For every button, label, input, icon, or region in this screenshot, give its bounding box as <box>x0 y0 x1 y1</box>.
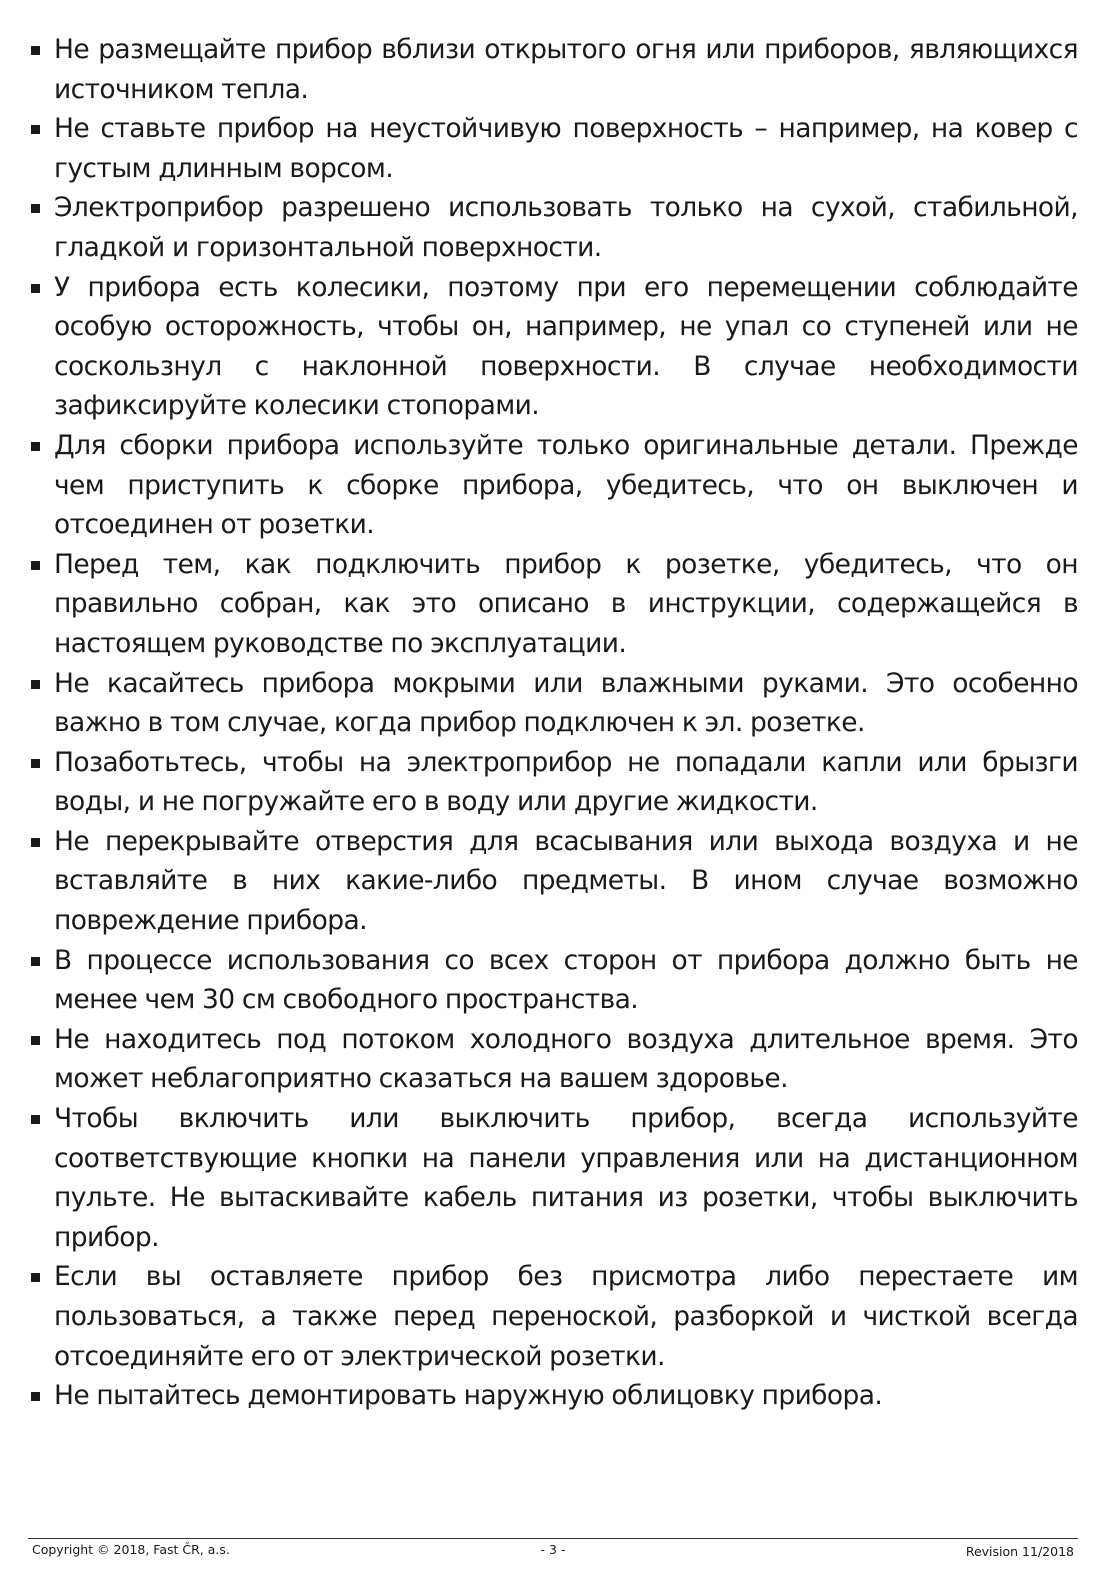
list-item <box>28 30 1078 109</box>
list-item-text: Если вы оставляете прибор без присмотра либо перестаете им пользоваться, а также перед переноской, разборкой и чисткой всегда отсоединяйте его от электрической розетки. <box>54 1261 1078 1372</box>
list-item <box>28 1376 1078 1416</box>
bullet-icon <box>31 1115 40 1124</box>
list-item <box>28 545 1078 664</box>
page-footer <box>28 1538 1078 1559</box>
list-item <box>28 1257 1078 1376</box>
bullet-icon <box>31 680 40 689</box>
bullet-icon <box>31 204 40 213</box>
list-item <box>28 188 1078 267</box>
bullet-icon <box>31 759 40 768</box>
document-body <box>28 30 1078 1416</box>
bullet-icon <box>31 957 40 966</box>
list-item <box>28 941 1078 1020</box>
bullet-icon <box>31 1392 40 1401</box>
list-item-text: Перед тем, как подключить прибор к розетке, убедитесь, что он правильно собран, как это описано в инструкции, содержащейся в настоящем руководстве по эксплуатации. <box>54 548 1078 659</box>
bullet-icon <box>31 838 40 847</box>
list-item <box>28 664 1078 743</box>
list-item <box>28 1020 1078 1099</box>
list-item-text: Для сборки прибора используйте только оригинальные детали. Прежде чем приступить к сборке прибора, убедитесь, что он выключен и отсоединен от розетки. <box>54 429 1078 541</box>
list-item-text: Позаботьтесь, чтобы на электроприбор не попадали капли или брызги воды, и не погружайте его в воду или другие жидкости. <box>54 746 1078 818</box>
page-number: - 3 - <box>540 1542 566 1557</box>
bullet-icon <box>31 46 40 55</box>
copyright-text: Copyright © 2018, Fast ČR, a.s. <box>32 1542 230 1557</box>
list-item <box>28 109 1078 188</box>
bullet-icon <box>31 284 40 293</box>
list-item <box>28 426 1078 545</box>
list-item-text: Не находитесь под потоком холодного воздуха длительное время. Это может неблагоприятно сказаться на вашем здоровье. <box>54 1023 1078 1095</box>
bullet-icon <box>31 125 40 134</box>
list-item-text: В процессе использования со всех сторон от прибора должно быть не менее чем 30 см свободного пространства. <box>54 944 1078 1016</box>
list-item <box>28 1099 1078 1257</box>
bullet-icon <box>31 1036 40 1045</box>
list-item-text: Чтобы включить или выключить прибор, всегда используйте соответствующие кнопки на панели управления или на дистанционном пульте. Не вытаскивайте кабель питания из розетки, чтобы выключить прибор. <box>54 1103 1078 1253</box>
list-item-text: Не размещайте прибор вблизи открытого огня или приборов, являющихся источником тепла. <box>54 34 1078 105</box>
revision-text: Revision 11/2018 <box>965 1544 1074 1559</box>
safety-instructions-list <box>28 30 1078 1416</box>
list-item <box>28 268 1078 426</box>
list-item-text: Не пытайтесь демонтировать наружную облицовку прибора. <box>54 1380 883 1412</box>
bullet-icon <box>31 442 40 451</box>
bullet-icon <box>31 1273 40 1282</box>
bullet-icon <box>31 561 40 570</box>
list-item-text: Электроприбор разрешено использовать только на сухой, стабильной, гладкой и горизонтальной поверхности. <box>54 192 1078 263</box>
list-item-text: Не касайтесь прибора мокрыми или влажными руками. Это особенно важно в том случае, когда прибор подключен к эл. розетке. <box>54 667 1078 739</box>
list-item-text: Не перекрывайте отверстия для всасывания или выхода воздуха и не вставляйте в них какие-либо предметы. В ином случае возможно повреждение прибора. <box>54 825 1078 937</box>
list-item-text: У прибора есть колесики, поэтому при его перемещении соблюдайте особую осторожность, чтобы он, например, не упал со ступеней или не соскользнул с наклонной поверхности. В случае необходимости зафиксируйте колесики стопорами. <box>54 271 1078 422</box>
list-item <box>28 822 1078 941</box>
list-item-text: Не ставьте прибор на неустойчивую поверхность – например, на ковер с густым длинным ворсом. <box>54 113 1078 184</box>
list-item <box>28 743 1078 822</box>
